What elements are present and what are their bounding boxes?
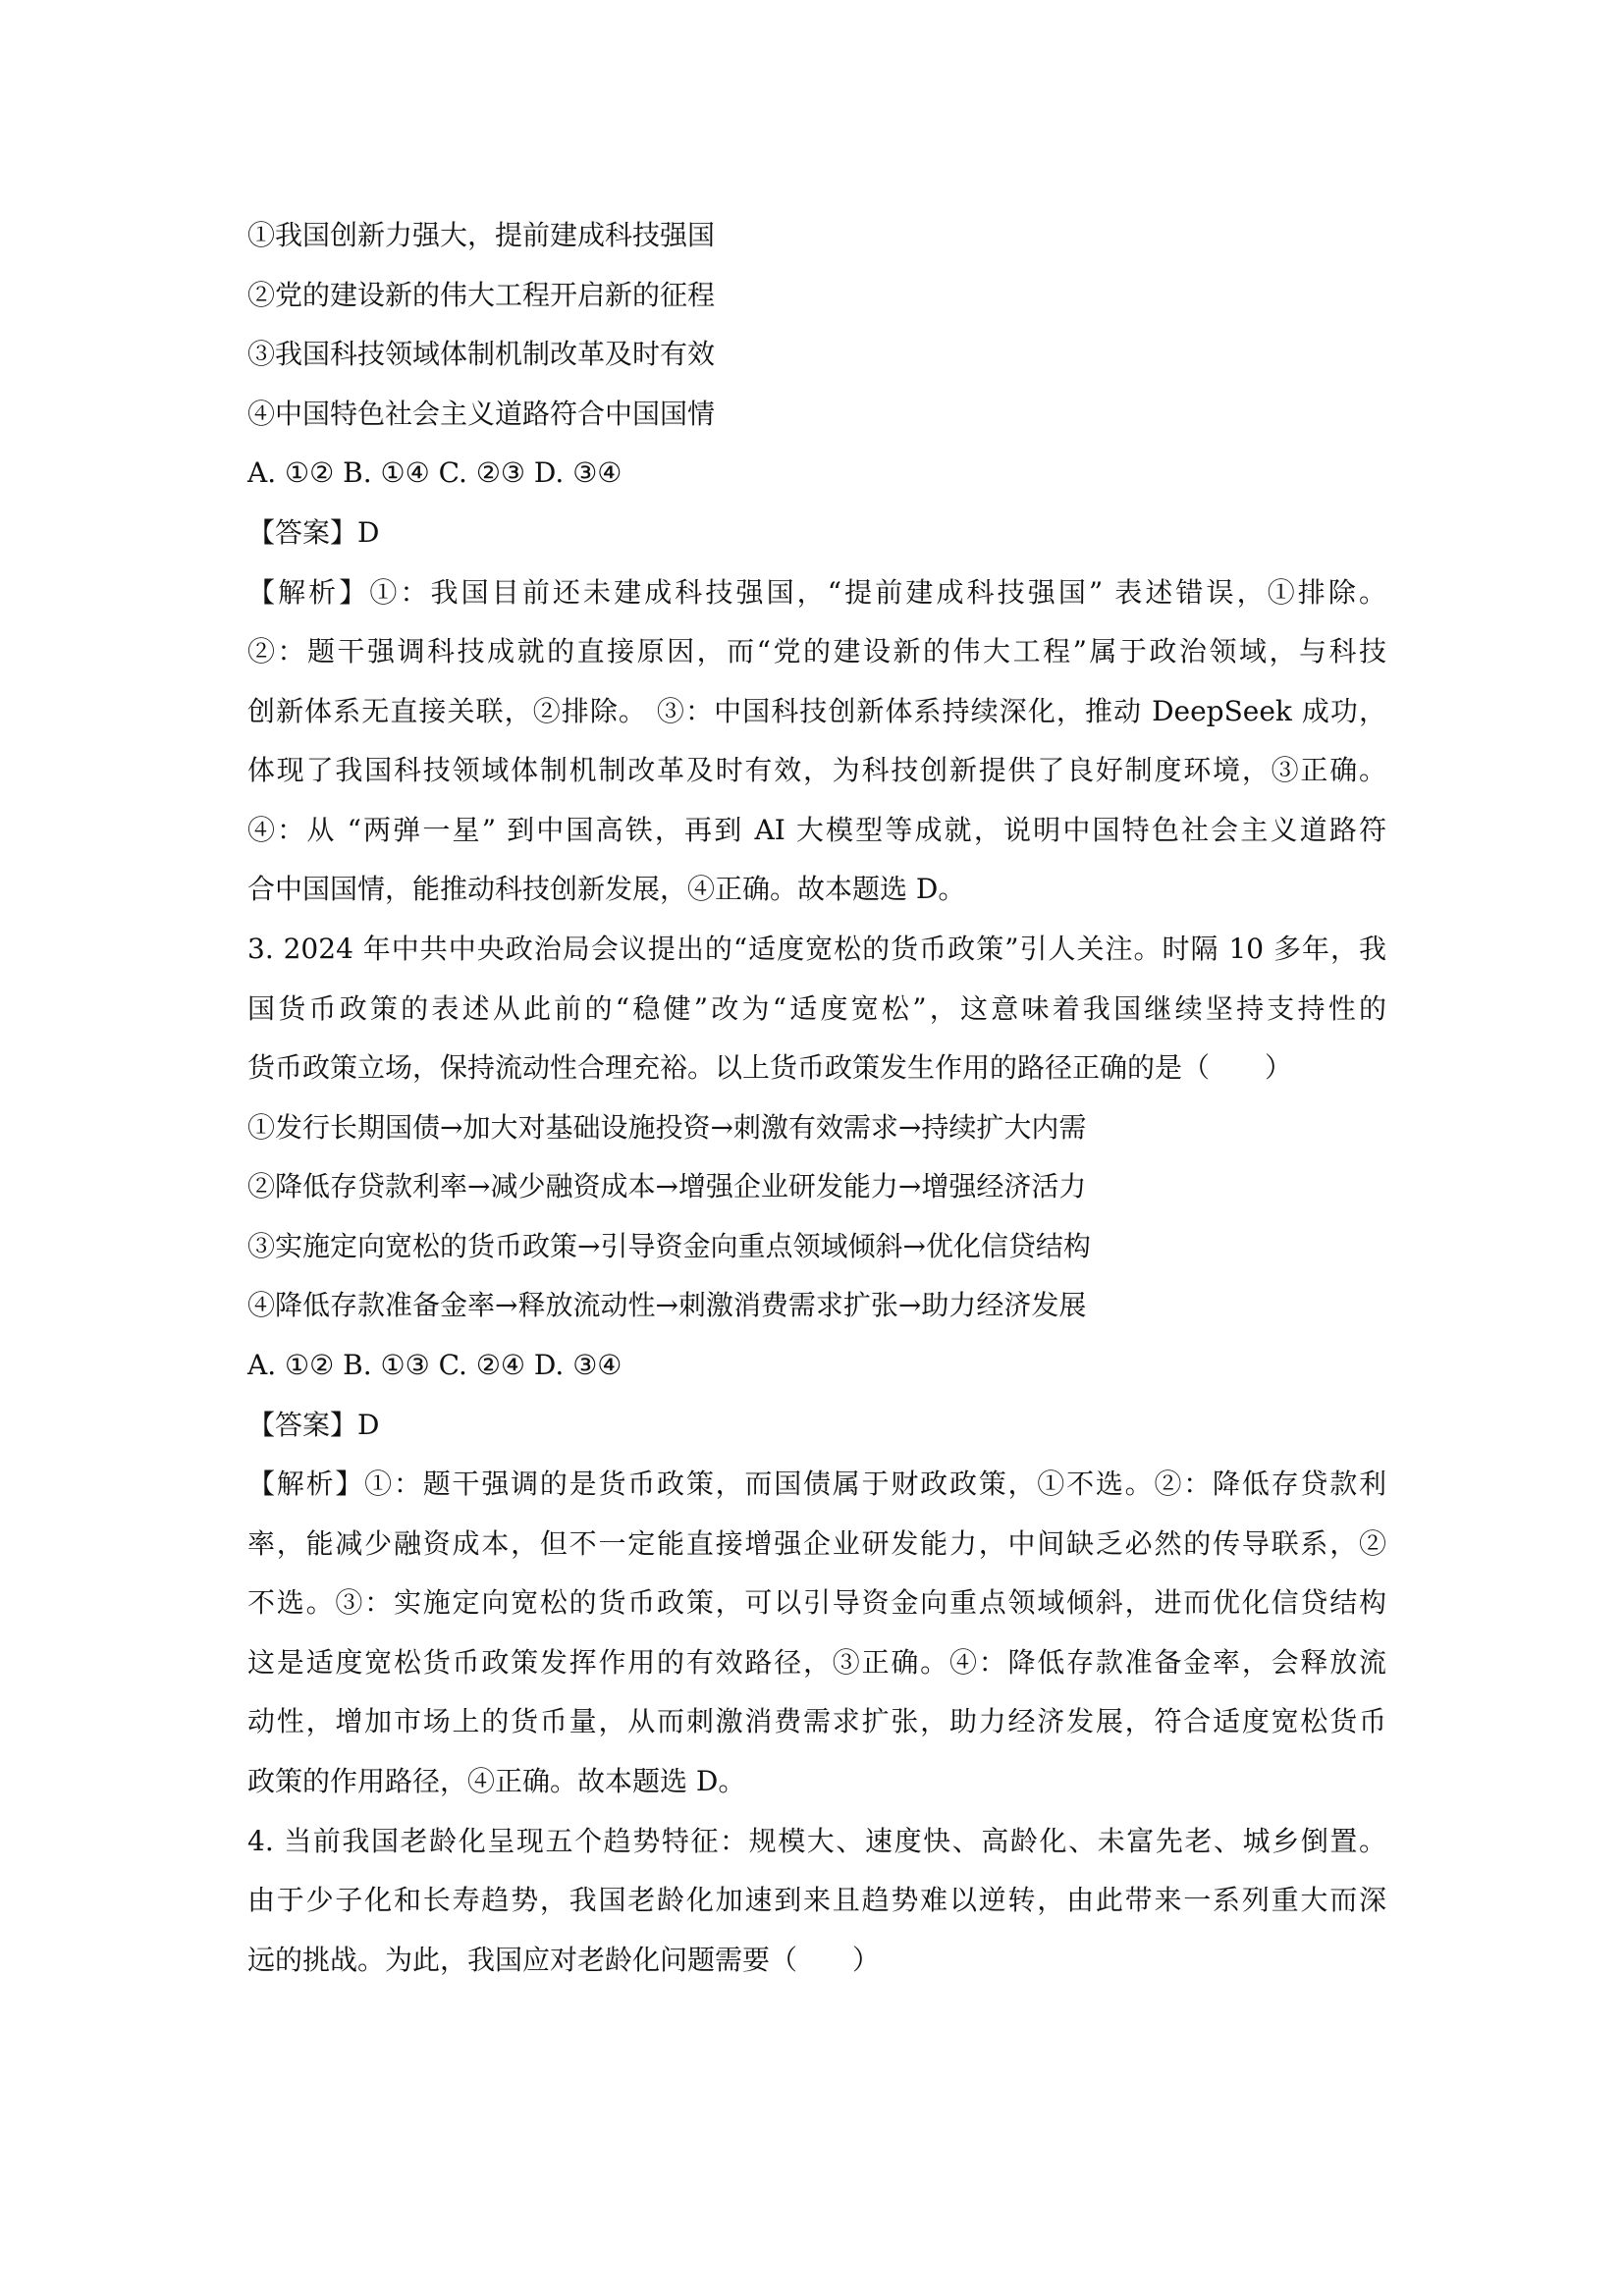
q2-analysis-line-6: 合中国国情，能推动科技创新发展，④正确。故本题选 D。 [247,873,966,905]
q3-analysis-line-5: 动性，增加市场上的货币量，从而刺激消费需求扩张，助力经济发展，符合适度宽松货币 [247,1705,1386,1737]
q3-answer: 【答案】D [247,1409,380,1441]
q3-analysis-line-1: 【解析】①：题干强调的是货币政策，而国债属于财政政策，①不选。②：降低存贷款利 [247,1468,1386,1500]
q3-option-2: ②降低存贷款利率→减少融资成本→增强企业研发能力→增强经济活力 [247,1170,1087,1202]
q2-analysis-line-2: ②：题干强调科技成就的直接原因，而“党的建设新的伟大工程”属于政治领域，与科技 [247,635,1386,667]
q2-option-2: ②党的建设新的伟大工程开启新的征程 [247,279,716,311]
q3-analysis-line-6: 政策的作用路径，④正确。故本题选 D。 [247,1765,746,1797]
q3-analysis-line-2: 率，能减少融资成本，但不一定能直接增强企业研发能力，中间缺乏必然的传导联系，② [247,1527,1386,1560]
q4-stem-line-2: 由于少子化和长寿趋势，我国老龄化加速到来且趋势难以逆转，由此带来一系列重大而深 [247,1884,1386,1916]
q3-stem-line-2: 国货币政策的表述从此前的“稳健”改为“适度宽松”，这意味着我国继续坚持支持性的 [247,992,1386,1025]
q2-analysis-line-1: 【解析】①：我国目前还未建成科技强国，“提前建成科技强国” 表述错误，①排除。 [247,576,1386,609]
q2-analysis-line-5: ④：从 “两弹一星” 到中国高铁，再到 AI 大模型等成就，说明中国特色社会主义道路符 [247,814,1386,846]
q3-option-1: ①发行长期国债→加大对基础设施投资→刺激有效需求→持续扩大内需 [247,1111,1087,1144]
q3-option-3: ③实施定向宽松的货币政策→引导资金向重点领域倾斜→优化信贷结构 [247,1230,1091,1262]
q3-choices: A. ①② B. ①③ C. ②④ D. ③④ [247,1349,623,1381]
q3-analysis-line-3: 不选。③：实施定向宽松的货币政策，可以引导资金向重点领域倾斜，进而优化信贷结构 [247,1586,1386,1619]
q3-option-4: ④降低存款准备金率→释放流动性→刺激消费需求扩张→助力经济发展 [247,1289,1087,1321]
q3-stem-line-1: 3. 2024 年中共中央政治局会议提出的“适度宽松的货币政策”引人关注。时隔 10 多年，我 [247,933,1386,965]
q4-stem-line-1: 4. 当前我国老龄化呈现五个趋势特征：规模大、速度快、高龄化、未富先老、城乡倒置。 [247,1825,1386,1857]
q3-analysis-line-4: 这是适度宽松货币政策发挥作用的有效路径，③正确。④：降低存款准备金率，会释放流 [247,1646,1386,1679]
q2-analysis-line-3: 创新体系无直接关联，②排除。 ③：中国科技创新体系持续深化，推动 DeepSeek 成功， [247,695,1386,727]
q2-option-1: ①我国创新力强大，提前建成科技强国 [247,219,716,251]
q2-analysis-line-4: 体现了我国科技领域体制机制改革及时有效，为科技创新提供了良好制度环境，③正确。 [247,754,1386,786]
q2-answer: 【答案】D [247,516,380,549]
q2-choices: A. ①② B. ①④ C. ②③ D. ③④ [247,456,623,489]
q3-stem-line-3: 货币政策立场，保持流动性合理充裕。以上货币政策发生作用的路径正确的是（ ） [247,1051,1293,1084]
q4-stem-line-3: 远的挑战。为此，我国应对老龄化问题需要（ ） [247,1944,881,1976]
q2-option-3: ③我国科技领域体制机制改革及时有效 [247,338,716,370]
q2-option-4: ④中国特色社会主义道路符合中国国情 [247,398,716,430]
